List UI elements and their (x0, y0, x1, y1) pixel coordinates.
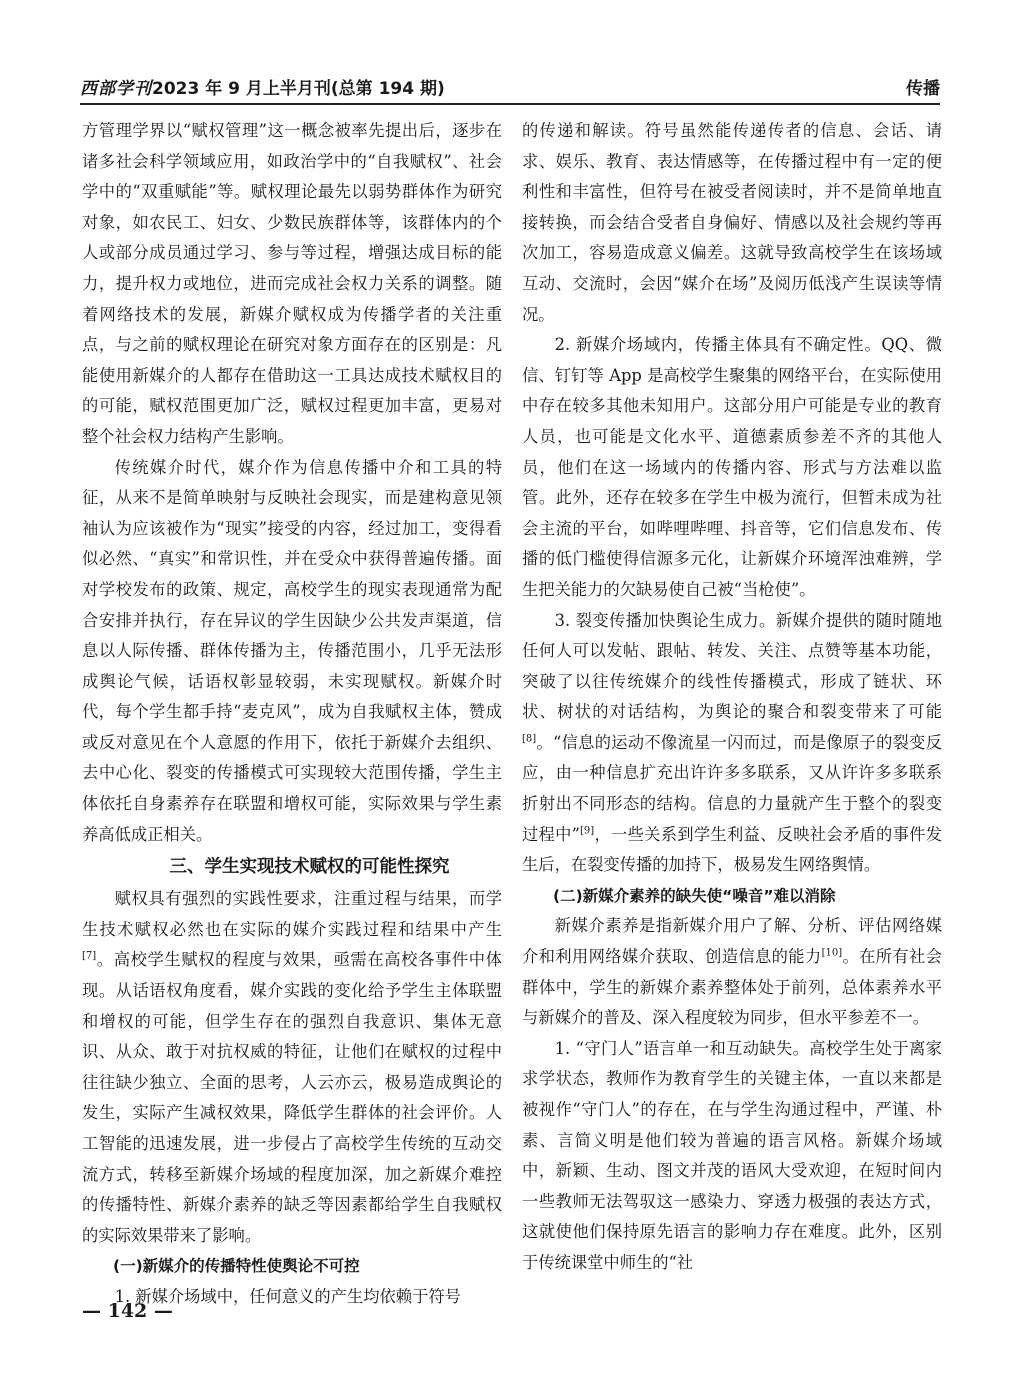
paragraph: 的传递和解读。符号虽然能传递传者的信息、会话、请求、娱乐、教育、表达情感等，在传播过程中有一定的便利性和丰富性，但符号在被受者阅读时，并不是简单地直接转换，而会结合受者自身偏好、情感以及社会规约等再次加工，容易造成意义偏差。这就导致高校学生在该场域互动、交流时，会因“媒介在场”及阅历低浅产生误读等情况。 (522, 121, 942, 324)
page-number: — 142 — (82, 1300, 173, 1322)
journal-logo: 西部学刊 (80, 79, 152, 99)
paragraph: 1. 新媒介场域中，任何意义的产生均依赖于符号 (114, 1286, 461, 1306)
section-label: 传播 (906, 79, 940, 99)
issue-info: 2023 年 9 月上半月刊(总第 194 期) (152, 79, 445, 99)
paragraph: 赋权具有强烈的实践性要求，注重过程与结果，而学生技术赋权必然也在实际的媒介实践过程和结果中产生[7]。高校学生赋权的程度与效果，亟需在高校各事件中体现。从话语权角度看，媒介实践的变化给予学生主体联盟和增权的可能，但学生存在的强烈自我意识、集体无意识、从众、敢于对抗权威的特征，让他们在赋权的过程中往往缺少独立、全面的思考，人云亦云，极易造成舆论的发生，实际产生减权效果，降低学生群体的社会评价。人工智能的迅速发展，进一步侵占了高校学生传统的互动交流方式，转移至新媒介场域的程度加深，加之新媒介难控的传播特性、新媒介素养的缺乏等因素都给学生自我赋权的实际效果带来了影响。 (82, 889, 502, 1245)
citation-ref: [8] (522, 733, 537, 745)
citation-ref: [7] (82, 951, 97, 963)
header-rule (80, 103, 940, 105)
paragraph: 传统媒介时代，媒介作为信息传播中介和工具的特征，从来不是简单映射与反映社会现实，而是建构意见领袖认为应该被作为“现实”接受的内容，经过加工，变得看似必然、“真实”和常识性，并在受众中获得普遍传播。面对学校发布的政策、规定，高校学生的现实表现通常为配合安排并执行，存在异议的学生因缺少公共发声渠道，信息以人际传播、群体传播为主，传播范围小，几乎无法形成舆论气候，话语权彰显较弱，未实现赋权。新媒介时代，每个学生都手持“麦克风”，成为自我赋权主体，赞成或反对意见在个人意愿的作用下，依托于新媒介去组织、去中心化、裂变的传播模式可实现较大范围传播，学生主体依托自身素养存在联盟和增权可能，实际效果与学生素养高低成正相关。 (82, 457, 502, 844)
journal-info (80, 74, 445, 99)
citation-ref: [9] (580, 825, 595, 837)
paragraph: 1. “守门人”语言单一和互动缺失。高校学生处于离家求学状态，教师作为教育学生的关键主体，一直以来都是被视作“守门人”的存在，在与学生沟通过程中，严谨、朴素、言简义明是他们较为普遍的语言风格。新媒介场域中，新颖、生动、图文并茂的语风大受欢迎，在短时间内一些教师无法驾驭这一感染力、穿透力极强的表达方式，这就使他们保持原先语言的影响力存在难度。此外，区别于传统课堂中师生的“社 (522, 1038, 942, 1272)
left-column (82, 116, 502, 1313)
subsection-heading: (一)新媒介的传播特性使舆论不可控 (113, 1257, 360, 1276)
right-column (522, 116, 942, 1279)
citation-ref: [10] (821, 947, 843, 959)
running-header (80, 72, 940, 102)
paragraph: 2. 新媒介场域内，传播主体具有不确定性。QQ、微信、钉钉等 App 是高校学生聚集的网络平台，在实际使用中存在较多其他未知用户。这部分用户可能是专业的教育人员，也可能是文化水平、道德素质参差不齐的其他人员，他们在这一场域内的传播内容、形式与方法难以监管。此外，还存在较多在学生中极为流行，但暂未成为社会主流的平台，如哔哩哔哩、抖音等，它们信息发布、传播的低门槛使得信源多元化，让新媒介环境浑浊难辨，学生把关能力的欠缺易使自己被“当枪使”。 (522, 335, 942, 599)
section-heading: 三、学生实现技术赋权的可能性探究 (169, 857, 450, 878)
paragraph: 方管理学界以“赋权管理”这一概念被率先提出后，逐步在诸多社会科学领域应用，如政治学中的“自我赋权”、社会学中的“双重赋能”等。赋权理论最先以弱势群体作为研究对象，如农民工、妇女、少数民族群体等，该群体内的个人或部分成员通过学习、参与等过程，增强达成目标的能力，提升权力或地位，进而完成社会权力关系的调整。随着网络技术的发展，新媒介赋权成为传播学者的关注重点，与之前的赋权理论在研究对象方面存在的区别是：凡能使用新媒介的人都存在借助这一工具达成技术赋权目的的可能，赋权范围更加广泛，赋权过程更加丰富，更易对整个社会权力结构产生影响。 (82, 121, 502, 446)
paragraph: 3. 裂变传播加快舆论生成力。新媒介提供的随时随地任何人可以发帖、跟帖、转发、关注、点赞等基本功能，突破了以往传统媒介的线性传播模式，形成了链状、环状、树状的对话结构，为舆论的聚合和裂变带来了可能[8]。“信息的运动不像流星一闪而过，而是像原子的裂变反应，由一种信息扩充出许许多多联系，又从许许多多联系折射出不同形态的结构。信息的力量就产生于整个的裂变过程中”[9]，一些关系到学生利益、反映社会矛盾的事件发生后，在裂变传播的加持下，极易发生网络舆情。 (522, 610, 942, 875)
paragraph: 新媒介素养是指新媒介用户了解、分析、评估网络媒介和利用网络媒介获取、创造信息的能力[10]。在所有社会群体中，学生的新媒介素养整体处于前列，总体素养水平与新媒介的普及、深入程度较为同步，但水平参差不一。 (522, 916, 942, 1028)
subsection-heading: (二)新媒介素养的缺失使“噪音”难以消除 (553, 886, 836, 905)
